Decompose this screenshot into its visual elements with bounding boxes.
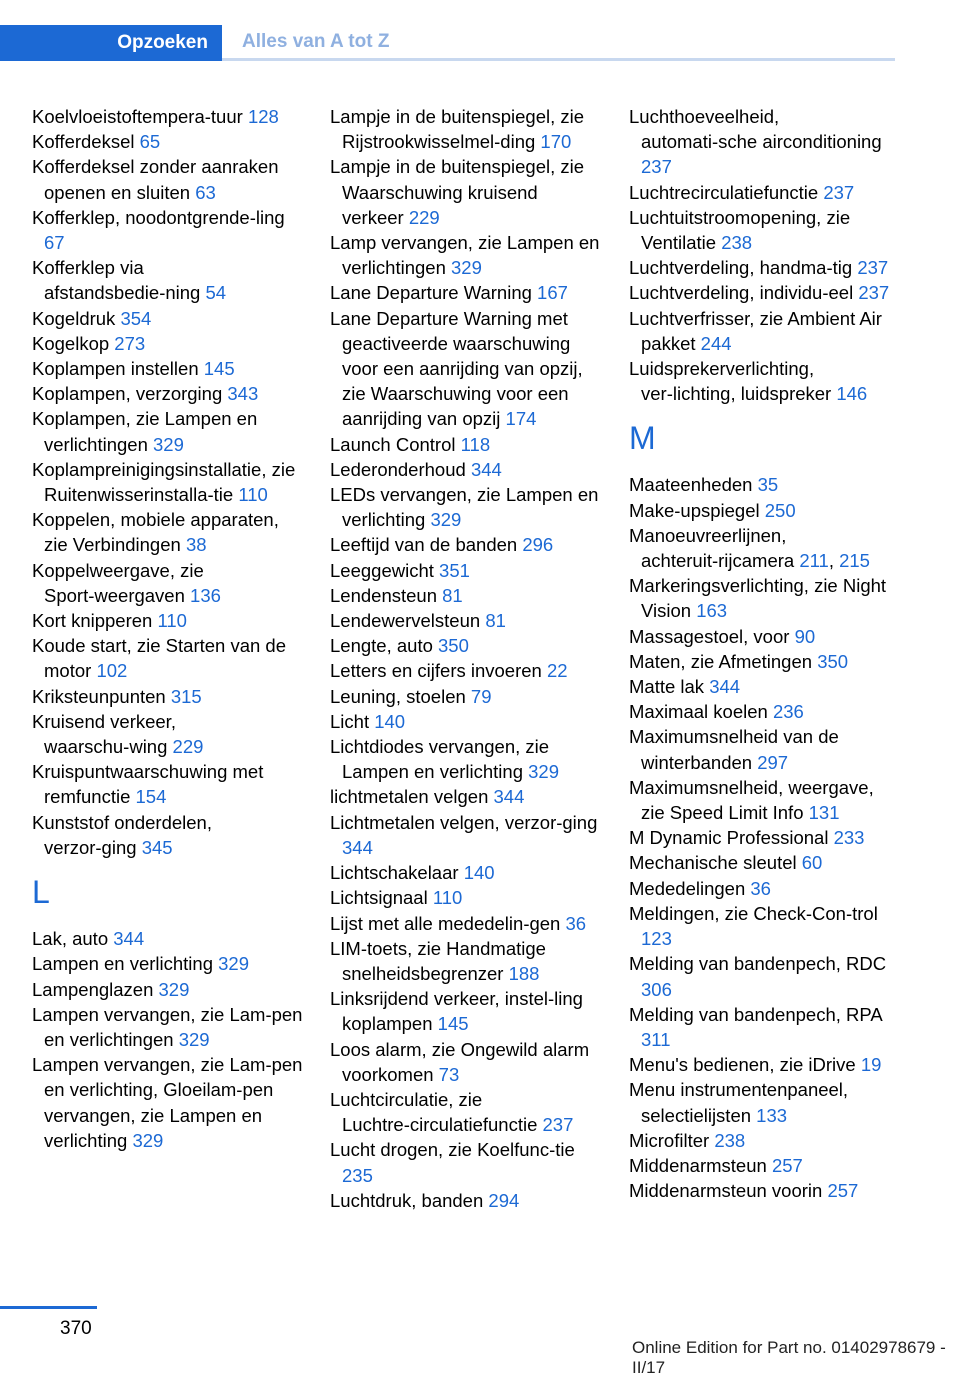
entry-term: Matte lak (629, 676, 710, 698)
page-link[interactable]: 211 (799, 550, 829, 572)
entry-term: Luchtverdeling, handma‑tig (629, 257, 858, 279)
index-entry (32, 507, 304, 557)
page-link[interactable]: 294 (488, 1189, 520, 1211)
entry-term: Make-upspiegel (629, 499, 765, 521)
page-link[interactable]: 329 (153, 433, 184, 455)
entry-term: Massagestoel, voor (629, 625, 795, 647)
entry-term: Kofferklep, noodontgrende‑ling (32, 206, 285, 228)
page-link[interactable]: 273 (114, 332, 146, 354)
entry-term: Maateenheden (629, 474, 758, 496)
index-entry (330, 532, 602, 557)
index-entry (32, 709, 304, 759)
page-link[interactable]: 35 (757, 474, 779, 496)
index-entry (330, 558, 602, 583)
page-link[interactable]: 257 (827, 1180, 859, 1202)
page-link[interactable]: 188 (508, 962, 540, 984)
entry-term: Luchtdruk, banden (330, 1189, 489, 1211)
page-link[interactable]: 329 (528, 761, 560, 783)
page-link[interactable]: 136 (190, 584, 221, 606)
entry-term: Letters en cijfers invoeren (330, 660, 547, 682)
page-link[interactable]: 344 (470, 458, 502, 480)
entry-term: Lucht drogen, zie Koelfunc‑tie (330, 1139, 575, 1161)
entry-term: Menu's bedienen, zie iDrive (629, 1054, 861, 1076)
entry-term: Leuning, stoelen (330, 685, 471, 707)
index-entry (330, 784, 602, 809)
page-link[interactable]: 237 (823, 181, 855, 203)
page-link[interactable]: 73 (438, 1063, 460, 1085)
entry-term: Middenarmsteun (629, 1154, 772, 1176)
entry-term: Loos alarm, zie Ongewild alarm voorkomen (330, 1038, 590, 1085)
entry-term: Melding van bandenpech, RDC (629, 953, 887, 975)
entry-term: Luchtverfrisser, zie Ambient Air pakket (629, 307, 882, 354)
index-entry (32, 331, 304, 356)
page-link[interactable]: 102 (96, 660, 128, 682)
page-link[interactable]: 140 (463, 862, 495, 884)
index-entry (330, 1087, 602, 1137)
page-link[interactable]: 238 (714, 1129, 746, 1151)
page-link[interactable]: 123 (641, 928, 672, 950)
index-entry (32, 1002, 304, 1052)
index-entry (629, 573, 899, 623)
index-entry (330, 230, 602, 280)
entry-term: Koude start, zie Starten van de motor (32, 635, 287, 682)
index-entry (629, 1153, 899, 1178)
index-entry (330, 457, 602, 482)
entry-term: Koppelweergave, zie Sport‑weergaven (32, 559, 204, 606)
entry-term: Lane Departure Warning (330, 282, 538, 304)
entry-term: Kunststof onderdelen, verzor‑ging (32, 811, 212, 858)
entry-term: Melding van bandenpech, RPA (629, 1003, 882, 1025)
page-link[interactable]: 54 (205, 282, 227, 304)
entry-term: Luidsprekerverlichting, ver‑lichting, luidspreker (629, 358, 837, 405)
index-entry (629, 699, 899, 724)
index-entry (629, 850, 899, 875)
entry-term: Maten, zie Afmetingen (629, 650, 818, 672)
index-entry (629, 876, 899, 901)
index-entry (629, 205, 899, 255)
index-entry (32, 759, 304, 809)
index-column-2 (330, 104, 602, 1213)
page-link[interactable]: 229 (408, 206, 440, 228)
entry-term: Koppelen, mobiele apparaten, zie Verbindingen (32, 509, 279, 556)
edition-note: Online Edition for Part no. 01402978679 - II/17 (632, 1338, 946, 1377)
index-entry (32, 255, 304, 305)
index-entry (629, 306, 899, 356)
index-entry (330, 986, 602, 1036)
page-link[interactable]: 329 (218, 953, 250, 975)
index-entry (629, 280, 899, 305)
page-link[interactable]: 60 (801, 852, 823, 874)
entry-term: Kogelkop (32, 332, 115, 354)
entry-term: Lampenglazen (32, 978, 159, 1000)
page-link[interactable]: 345 (141, 836, 173, 858)
entry-term: Lampen vervangen, zie Lam‑pen en verlichting, Gloeilam‑pen vervangen, zie Lampen en verlichting (32, 1054, 303, 1151)
index-entry (330, 1037, 602, 1087)
entry-term: Kogeldruk (32, 307, 121, 329)
index-entry (629, 472, 899, 497)
index-entry (32, 381, 304, 406)
page-link[interactable]: 351 (439, 559, 470, 581)
index-entry (629, 255, 899, 280)
page-link[interactable]: 329 (158, 978, 190, 1000)
index-entry (32, 104, 304, 129)
index-entry (629, 523, 899, 573)
page-link[interactable]: 238 (721, 232, 753, 254)
entry-term: Linksrijdend verkeer, instel‑ling koplampen (330, 988, 583, 1035)
index-entry (629, 951, 899, 1001)
page-link[interactable]: 344 (493, 786, 525, 808)
index-entry (330, 885, 602, 910)
page-link[interactable]: 146 (836, 383, 868, 405)
index-entry (629, 1077, 899, 1127)
page-link[interactable]: 344 (709, 676, 741, 698)
entry-term: Microfilter (629, 1129, 715, 1151)
entry-term: Maximumsnelheid, weergave, zie Speed Limit Info (629, 776, 874, 824)
entry-term: Mededelingen (629, 877, 751, 899)
page-link[interactable]: 81 (442, 584, 463, 606)
page-link[interactable]: 163 (696, 600, 728, 622)
page-link[interactable]: 343 (227, 383, 259, 405)
index-entry (330, 658, 602, 683)
index-entry (330, 709, 602, 734)
entry-term: Markeringsverlichting, zie Night Vision (629, 575, 887, 622)
entry-term: Luchtverdeling, individu‑eel (629, 282, 859, 304)
index-entry (629, 1128, 899, 1153)
page-link[interactable]: 296 (522, 534, 554, 556)
entry-term: Maximumsnelheid van de winterbanden (629, 726, 839, 773)
entry-term: Koelvloeistoftempera‑tuur (32, 106, 248, 127)
entry-term: lichtmetalen velgen (330, 786, 494, 808)
entry-term: Meldingen, zie Check-Con‑trol (629, 902, 878, 924)
page-link[interactable]: 65 (139, 131, 161, 153)
page-link[interactable]: 174 (505, 408, 537, 430)
entry-term: Menu instrumentenpaneel, selectielijsten (629, 1079, 849, 1126)
page-link[interactable]: 38 (185, 534, 207, 556)
entry-term: Lengte, auto (330, 635, 439, 657)
entry-term: Licht (330, 710, 375, 732)
page-link[interactable]: 257 (771, 1154, 803, 1176)
page-link[interactable]: 329 (430, 509, 462, 531)
page-link[interactable]: 110 (238, 484, 268, 506)
entry-term: Lampje in de buitenspiegel, zie Rijstrookwisselmel‑ding (330, 106, 585, 153)
index-entry (330, 608, 602, 633)
page-link[interactable]: 344 (113, 928, 145, 950)
entry-term: Lampen vervangen, zie Lam‑pen en verlichtingen (32, 1003, 303, 1050)
entry-term: Luchtrecirculatiefunctie (629, 181, 824, 203)
page-link[interactable]: 244 (700, 332, 732, 354)
entry-term: Koplampen, verzorging (32, 383, 228, 405)
page-link[interactable]: 237 (641, 156, 672, 178)
index-entry (330, 1137, 602, 1187)
entry-term: LEDs vervangen, zie Lampen en verlichting (330, 484, 599, 531)
index-entry (32, 633, 304, 683)
index-entry (629, 825, 899, 850)
entry-term: Kruisend verkeer, waarschu‑wing (32, 710, 176, 758)
index-column-1 (32, 104, 304, 1153)
page-link[interactable]: 235 (342, 1164, 373, 1186)
page-link[interactable]: 90 (794, 625, 816, 647)
header-tabs (0, 0, 895, 61)
index-entry (629, 724, 899, 774)
page-link[interactable]: 128 (247, 106, 279, 127)
section-letter: M (629, 420, 656, 457)
entry-term: Lichtdiodes vervangen, zie Lampen en verlichting (330, 736, 550, 783)
index-entry (32, 1052, 304, 1153)
page-link[interactable]: 110 (157, 610, 187, 632)
entry-term: Lijst met alle mededelin‑gen (330, 912, 566, 934)
entry-term: Maximaal koelen (629, 701, 773, 723)
page-link[interactable]: 215 (839, 550, 870, 572)
page-link[interactable]: 237 (542, 1114, 574, 1136)
page-link[interactable]: 118 (460, 433, 491, 455)
page-link[interactable]: 79 (470, 685, 492, 707)
index-entry (629, 649, 899, 674)
index-entry (330, 911, 602, 936)
page-link[interactable]: 67 (44, 232, 65, 254)
index-entry (330, 482, 602, 532)
index-entry (330, 860, 602, 885)
page-link[interactable]: 344 (342, 836, 373, 858)
entry-term: Koplampreinigingsinstallatie, zie Ruitenwisserinstalla‑tie (32, 458, 296, 506)
entry-term: Leeftijd van de banden (330, 534, 523, 556)
page-link[interactable]: 63 (195, 181, 216, 203)
tab-opzoeken[interactable]: Opzoeken (0, 25, 222, 61)
index-entry (32, 810, 304, 860)
index-entry (629, 901, 899, 951)
entry-term: Mechanische sleutel (629, 852, 802, 874)
page-link[interactable]: 233 (833, 827, 865, 849)
page-link[interactable]: 329 (178, 1028, 210, 1050)
entry-term: Lichtsignaal (330, 887, 433, 909)
index-entry (629, 498, 899, 523)
entry-term: Lichtmetalen velgen, verzor‑ging (330, 811, 598, 833)
index-entry (629, 104, 899, 180)
page-link[interactable]: 297 (757, 751, 789, 773)
index-entry (330, 1188, 602, 1213)
index-entry (330, 280, 602, 305)
entry-term: Leeggewicht (330, 559, 440, 581)
page-link[interactable]: 133 (756, 1104, 788, 1126)
index-entry (330, 684, 602, 709)
page-number: 370 (60, 1318, 92, 1339)
page-link[interactable]: 154 (135, 786, 167, 808)
page-link[interactable]: 329 (451, 257, 482, 279)
entry-term: M Dynamic Professional (629, 827, 834, 849)
index-entry (330, 583, 602, 608)
page-link[interactable]: 306 (641, 978, 672, 1000)
index-entry (629, 1002, 899, 1052)
entry-term: Manoeuvreerlijnen, achteruit‑rijcamera (629, 524, 800, 572)
page-link[interactable]: 250 (764, 499, 796, 521)
page-link[interactable]: 229 (172, 736, 204, 758)
index-entry (629, 180, 899, 205)
entry-term: Kriksteunpunten (32, 685, 171, 707)
entry-term: Koplampen instellen (32, 358, 204, 380)
index-entry (629, 1052, 899, 1077)
entry-term: Lane Departure Warning met geactiveerde waarschuwing voor een aanrijding van opzij, zie Waarschuwing voor een aanrijding van opzij (330, 307, 583, 430)
page-link[interactable]: 354 (120, 307, 152, 329)
index-entry (32, 951, 304, 976)
entry-term: Launch Control (330, 433, 461, 455)
page-link[interactable]: 329 (132, 1129, 164, 1151)
page-link[interactable]: 19 (860, 1054, 882, 1076)
footer-rule (0, 1306, 97, 1309)
entry-term: Lamp vervangen, zie Lampen en verlichtingen (330, 232, 600, 279)
entry-term: Lederonderhoud (330, 458, 471, 480)
page-link[interactable]: 170 (540, 131, 572, 153)
entry-term: Lampje in de buitenspiegel, zie Waarschuwing kruisend verkeer (330, 156, 585, 228)
entry-term: Lendensteun (330, 584, 443, 606)
index-entry (330, 633, 602, 658)
index-entry (32, 356, 304, 381)
entry-term: Luchtcirculatie, zie Luchtre‑circulatiefunctie (330, 1088, 543, 1136)
page-link[interactable]: 237 (857, 257, 889, 279)
index-entry (330, 810, 602, 860)
entry-term: Luchtuitstroomopening, zie Ventilatie (629, 206, 851, 254)
entry-term: Kruispuntwaarschuwing met remfunctie (32, 761, 264, 808)
page-link[interactable]: 145 (437, 1013, 469, 1035)
index-entry (32, 154, 304, 204)
index-entry (32, 684, 304, 709)
index-entry (629, 1178, 899, 1203)
index-entry (32, 306, 304, 331)
index-entry (32, 608, 304, 633)
page-link[interactable]: 36 (750, 877, 771, 899)
page-link[interactable]: 131 (808, 802, 840, 824)
page-link[interactable]: 36 (565, 912, 587, 934)
index-entry (330, 432, 602, 457)
index-column-3 (629, 104, 899, 1203)
index-entry (32, 926, 304, 951)
index-entry (629, 356, 899, 406)
entry-term: Lichtschakelaar (330, 862, 464, 884)
page-link[interactable]: 315 (170, 685, 202, 707)
entry-term: Lampen en verlichting (32, 953, 219, 975)
page-link[interactable]: 22 (546, 660, 568, 682)
index-entry (32, 457, 304, 507)
entry-term: Kofferdeksel (32, 131, 140, 153)
page-separator: , (828, 550, 840, 572)
index-entry (32, 406, 304, 456)
entry-term: Luchthoeveelheid, automati‑sche airconditioning (629, 106, 882, 153)
entry-term: LIM-toets, zie Handmatige snelheidsbegrenzer (330, 937, 546, 984)
page-link[interactable]: 350 (817, 650, 849, 672)
entry-term: Koplampen, zie Lampen en verlichtingen (32, 408, 258, 455)
entry-term: Kofferklep via afstandsbedie‑ning (32, 257, 206, 304)
index-entry (629, 624, 899, 649)
entry-term: Kofferdeksel zonder aanraken openen en sluiten (32, 156, 279, 203)
page-link[interactable]: 236 (772, 701, 804, 723)
index-entry (629, 775, 899, 825)
page-link[interactable]: 237 (858, 282, 890, 304)
page-link[interactable]: 81 (485, 610, 506, 632)
page-link[interactable]: 167 (537, 282, 568, 304)
page-link[interactable]: 110 (432, 887, 463, 909)
index-entry (629, 674, 899, 699)
page-link[interactable]: 140 (374, 710, 406, 732)
index-entry (330, 104, 602, 154)
index-entry (330, 936, 602, 986)
entry-term: Lendewervelsteun (330, 610, 486, 632)
page-link[interactable]: 311 (641, 1028, 671, 1050)
index-entry (32, 977, 304, 1002)
page-link[interactable]: 145 (203, 358, 235, 380)
section-letter: L (32, 874, 50, 911)
index-entry (330, 306, 602, 432)
index-entry (32, 129, 304, 154)
index-entry (32, 558, 304, 608)
entry-term: Kort knipperen (32, 610, 158, 632)
index-entry (32, 205, 304, 255)
entry-term: Middenarmsteun voorin (629, 1180, 828, 1202)
index-entry (330, 154, 602, 230)
entry-term: Lak, auto (32, 928, 114, 950)
tab-alles-van-a-tot-z[interactable]: Alles van A tot Z (222, 25, 895, 61)
index-entry (330, 734, 602, 784)
page-link[interactable]: 350 (438, 635, 469, 657)
